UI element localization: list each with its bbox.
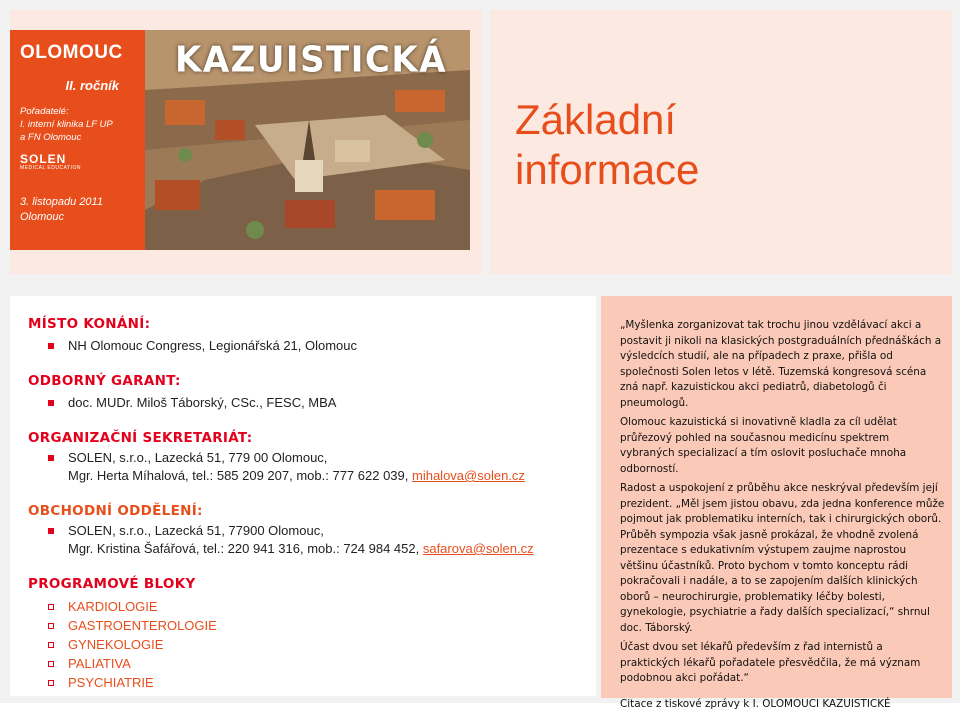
section-secretariat	[28, 430, 588, 485]
guarantor-text: doc. MUDr. Miloš Táborský, CSc., FESC, MBA	[68, 395, 337, 410]
secretariat-email-link[interactable]: mihalova@solen.cz	[412, 468, 525, 483]
banner-date	[20, 195, 135, 225]
list-item	[28, 635, 588, 654]
program-item: GASTROENTEROLOGIE	[68, 618, 217, 633]
bullet-icon	[48, 343, 54, 349]
list-item	[28, 616, 588, 635]
list-item	[28, 654, 588, 673]
section-title: ODBORNÝ GARANT:	[28, 373, 181, 389]
sales-line1: SOLEN, s.r.o., Lazecká 51, 77900 Olomouc,	[68, 523, 324, 538]
banner-organizers	[20, 105, 135, 144]
list-item	[28, 673, 588, 692]
press-quote	[620, 318, 945, 716]
section-sales	[28, 503, 588, 558]
sales-email-link[interactable]: safarova@solen.cz	[422, 541, 534, 556]
section-title: PROGRAMOVÉ BLOKY	[28, 576, 196, 592]
list-item	[28, 337, 588, 355]
program-item: PSYCHIATRIE	[68, 675, 154, 690]
banner-title: KAZUISTICKÁ	[175, 39, 448, 81]
quote-paragraph-4: Účast dvou set lékařů především z řad internistů a praktických lékařů pořadatele přesvědčila, že má význam podobnou akci pořádat.“	[620, 641, 921, 684]
section-venue	[28, 316, 588, 355]
section-title: OBCHODNÍ ODDĚLENÍ:	[28, 503, 203, 519]
section-program	[28, 576, 588, 692]
quote-source: Citace z tiskové zprávy k I. OLOMOUCI KAZUISTICKÉ	[620, 697, 891, 710]
list-item	[28, 597, 588, 616]
bullet-icon	[48, 604, 54, 610]
bullet-icon	[48, 400, 54, 406]
banner-date-line2: Olomouc	[20, 211, 65, 223]
page-title-line2: informace	[515, 146, 700, 193]
program-item: GYNEKOLOGIE	[68, 637, 164, 652]
page-title	[515, 95, 699, 195]
section-guarantor	[28, 373, 588, 412]
event-banner	[10, 30, 470, 250]
list-item	[28, 522, 588, 540]
sales-contact	[28, 540, 588, 558]
info-panel	[10, 296, 596, 696]
banner-year: II. ročník	[65, 78, 119, 93]
quote-paragraph-2: Olomouc kazuistická si inovativně kladla za cíl udělat průřezový pohled na současnou medicínu spektrem vybraných specializací a tím oslovit posluchače mnoha odborností.	[620, 416, 907, 475]
secretariat-line1: SOLEN, s.r.o., Lazecká 51, 779 00 Olomouc,	[68, 450, 328, 465]
bullet-icon	[48, 528, 54, 534]
banner-date-line1: 3. listopadu 2011	[20, 196, 103, 208]
program-item: KARDIOLOGIE	[68, 599, 158, 614]
list-item	[28, 449, 588, 467]
venue-text: NH Olomouc Congress, Legionářská 21, Olomouc	[68, 338, 358, 353]
section-title: MÍSTO KONÁNÍ:	[28, 316, 151, 332]
section-title: ORGANIZAČNÍ SEKRETARIÁT:	[28, 430, 253, 446]
solen-logo-subtitle: MEDICAL EDUCATION	[20, 165, 82, 171]
bullet-icon	[48, 623, 54, 629]
secretariat-contact	[28, 467, 588, 485]
secretariat-line2: Mgr. Herta Míhalová, tel.: 585 209 207, mob.: 777 622 039,	[68, 468, 412, 483]
list-item	[28, 394, 588, 412]
banner-info-strip	[10, 30, 145, 250]
info-list	[28, 316, 588, 710]
banner-city: OLOMOUC	[20, 42, 123, 63]
organizer-label: Pořadatelé:	[20, 106, 69, 117]
bullet-icon	[48, 642, 54, 648]
quote-panel	[601, 296, 952, 710]
program-item: PALIATIVA	[68, 656, 131, 671]
page-title-line1: Základní	[515, 96, 677, 143]
organizer-line2: a FN Olomouc	[20, 132, 82, 143]
quote-paragraph-1: „Myšlenka zorganizovat tak trochu jinou vzdělávací akci a postavit ji nikoli na klasických postgraduálních přednáškách a výsledcích studií, ale na případech z praxe, přišla od společnosti Solen letos v létě. Tuzemská kongresová scéna zná např. kazuistickou akci pediatrů, diabetologů či pneumologů.	[620, 319, 942, 409]
city-aerial-photo	[145, 30, 470, 250]
bullet-icon	[48, 661, 54, 667]
solen-logo: SOLEN	[20, 152, 67, 166]
quote-paragraph-3: Radost a uspokojení z průběhu akce neskrýval především její prezident. „Měl jsem jistou obavu, zda jedna konference může pojmout jak problematiku interních, tak i chirurgických oborů. Průběh sympozia však jasně prokázal, že vhodně zvolená prezentace s edukativním výstupem zaujme naprostou většinu účastníků. Proto bychom v tomto konceptu rádi pokračovali i nadále, a to se zapojením dalších klinických oborů – neurochirurgie, problematiky léčby bolesti, gynekologie, psychiatrie a řady dalších specializací,“ shrnul doc. Táborský.	[620, 482, 945, 634]
sales-line2: Mgr. Kristina Šafářová, tel.: 220 941 316, mob.: 724 984 452,	[68, 541, 423, 556]
bullet-icon	[48, 680, 54, 686]
organizer-line1: I. interní klinika LF UP	[20, 119, 113, 130]
bullet-icon	[48, 455, 54, 461]
